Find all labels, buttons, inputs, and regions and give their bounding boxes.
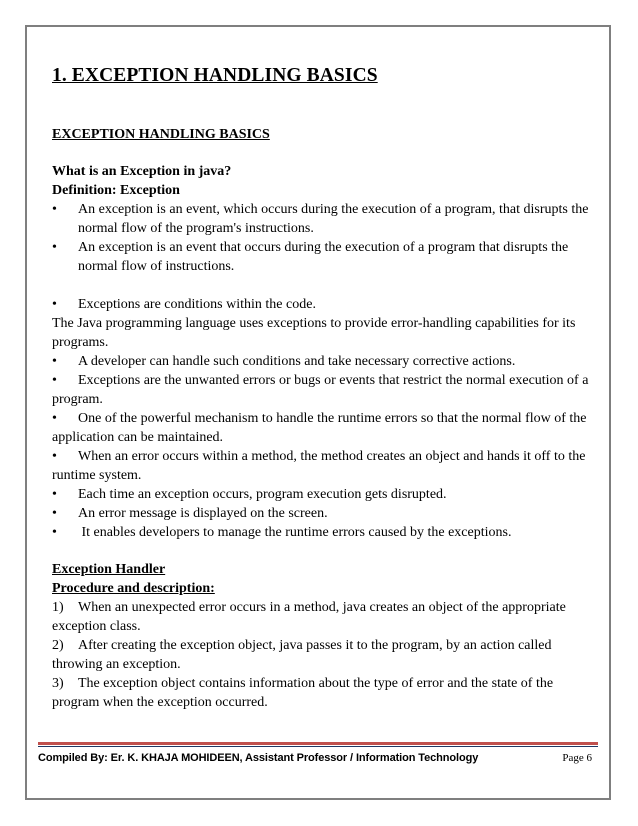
bullet-text: One of the powerful mechanism to handle the runtime errors so that the normal flow of the application can be maintained.: [52, 411, 587, 445]
bullet-marker: •: [52, 202, 57, 217]
section-heading: EXCEPTION HANDLING BASICS: [52, 127, 270, 142]
bullet-marker: •: [52, 373, 57, 388]
bullet-marker: •: [52, 354, 57, 369]
conditions-bullet: [52, 295, 597, 314]
procedure-step: [52, 598, 597, 636]
bullet-marker: •: [52, 240, 57, 255]
document-body: [52, 63, 597, 712]
spacer: [52, 276, 597, 295]
handler-heading: Exception Handler: [52, 562, 166, 577]
bullet-text: An error message is displayed on the screen.: [78, 506, 328, 521]
flow-bullet: [52, 371, 597, 409]
page-number: Page 6: [562, 752, 592, 764]
footer-rule-red: [38, 742, 598, 745]
bullet-text: A developer can handle such conditions and take necessary corrective actions.: [78, 354, 516, 369]
bullet-text: An exception is an event, which occurs during the execution of a program, that disrupts the normal flow of the program's instructions.: [78, 202, 589, 236]
flow-bullet: [52, 409, 597, 447]
bullet-marker: •: [52, 297, 57, 312]
indent-bullet: [52, 504, 597, 523]
step-number: 1): [52, 600, 64, 615]
indent-bullet: [52, 523, 597, 542]
page-title: 1. EXCEPTION HANDLING BASICS: [52, 65, 378, 86]
bullet-marker: •: [52, 411, 57, 426]
procedure-heading: Procedure and description:: [52, 581, 215, 596]
bullet-text: An exception is an event that occurs during the execution of a program that disrupts the normal flow of instructions.: [78, 240, 569, 274]
bullet-marker: •: [52, 449, 57, 464]
bullet-marker: •: [52, 525, 57, 540]
definition-bullet: [52, 238, 597, 276]
flow-bullet: [52, 447, 597, 485]
step-text: The exception object contains information about the type of error and the state of the program when the exception occurred.: [52, 676, 554, 710]
bullet-marker: •: [52, 506, 57, 521]
bullet-text: Exceptions are conditions within the code.: [78, 297, 316, 312]
java-paragraph: The Java programming language uses exceptions to provide error-handling capabilities for its programs.: [52, 316, 576, 350]
step-number: 3): [52, 676, 64, 691]
procedure-step: [52, 674, 597, 712]
indent-bullet: [52, 485, 597, 504]
step-text: After creating the exception object, java passes it to the program, by an action called throwing an exception.: [52, 638, 552, 672]
bullet-text: Each time an exception occurs, program execution gets disrupted.: [78, 487, 447, 502]
definition-label: Definition: Exception: [52, 183, 180, 198]
bullet-marker: •: [52, 487, 57, 502]
footer-credit: Compiled By: Er. K. KHAJA MOHIDEEN, Assistant Professor / Information Technology: [38, 752, 479, 764]
footer-rule-blue: [38, 746, 598, 747]
bullet-text: Exceptions are the unwanted errors or bugs or events that restrict the normal execution of a program.: [52, 373, 589, 407]
bullet-text: When an error occurs within a method, the method creates an object and hands it off to the runtime system.: [52, 449, 586, 483]
bullet-text: It enables developers to manage the runtime errors caused by the exceptions.: [78, 525, 512, 540]
step-number: 2): [52, 638, 64, 653]
procedure-step: [52, 636, 597, 674]
flow-bullet: [52, 352, 597, 371]
question-heading: What is an Exception in java?: [52, 164, 232, 179]
step-text: When an unexpected error occurs in a method, java creates an object of the appropriate exception class.: [52, 600, 566, 634]
definition-bullet: [52, 200, 597, 238]
